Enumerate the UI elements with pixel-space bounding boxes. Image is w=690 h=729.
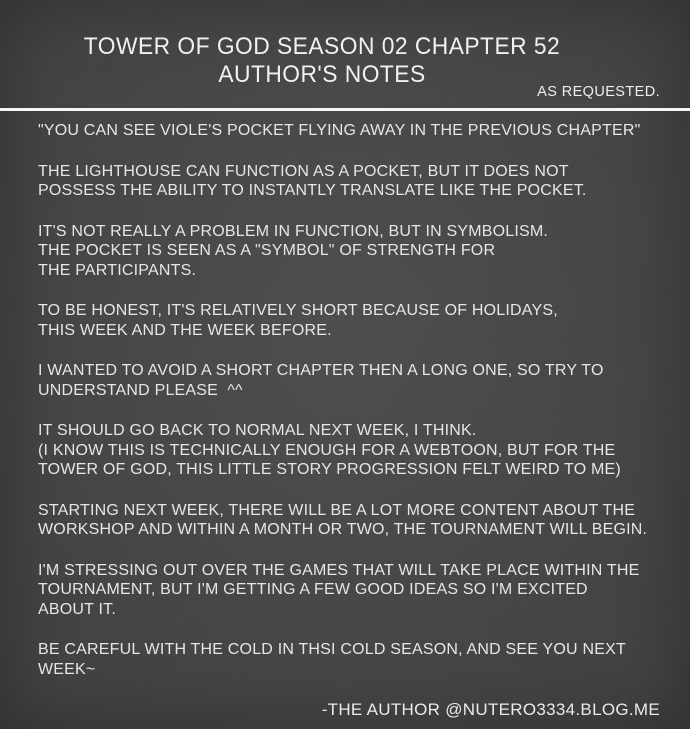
note-line: UNDERSTAND PLEASE ^^ — [38, 381, 243, 399]
note-paragraph — [38, 640, 662, 679]
page-title-line2: AUTHOR'S NOTES — [218, 61, 426, 88]
notes-body — [0, 111, 690, 679]
note-line: POSSESS THE ABILITY TO INSTANTLY TRANSLATE LIKE THE POCKET. — [38, 182, 587, 199]
note-line: THE LIGHTHOUSE CAN FUNCTION AS A POCKET, BUT IT DOES NOT — [38, 162, 569, 180]
note-line: (I KNOW THIS IS TECHNICALLY ENOUGH FOR A WEBTOON, BUT FOR THE — [38, 441, 616, 459]
note-line: I WANTED TO AVOID A SHORT CHAPTER THEN A LONG ONE, SO TRY TO — [38, 362, 604, 379]
note-line: IT'S NOT REALLY A PROBLEM IN FUNCTION, BUT IN SYMBOLISM. — [38, 222, 549, 240]
note-line: THE POCKET IS SEEN AS A "SYMBOL" OF STRENGTH FOR — [38, 242, 496, 259]
note-paragraph — [38, 361, 662, 400]
note-line: WORKSHOP AND WITHIN A MONTH OR TWO, THE TOURNAMENT WILL BEGIN. — [38, 521, 648, 538]
note-line: THE PARTICIPANTS. — [38, 261, 197, 279]
note-paragraph — [38, 301, 662, 340]
page-header — [0, 0, 690, 108]
note-line: WEEK~ — [38, 660, 96, 678]
author-signature: -THE AUTHOR @NUTERO3334.BLOG.ME — [321, 700, 660, 719]
note-line: TOWER OF GOD, THIS LITTLE STORY PROGRESSION FELT WEIRD TO ME) — [38, 461, 621, 478]
note-paragraph — [38, 501, 662, 540]
page-title — [16, 33, 628, 89]
note-paragraph — [38, 121, 662, 141]
as-requested-note: AS REQUESTED. — [537, 84, 660, 100]
note-line: STARTING NEXT WEEK, THERE WILL BE A LOT MORE CONTENT ABOUT THE — [38, 501, 636, 519]
note-paragraph — [38, 561, 662, 620]
note-line: TO BE HONEST, IT'S RELATIVELY SHORT BECAUSE OF HOLIDAYS, — [38, 302, 558, 319]
note-line: TOURNAMENT, BUT I'M GETTING A FEW GOOD IDEAS SO I'M EXCITED — [38, 581, 588, 598]
note-line: "YOU CAN SEE VIOLE'S POCKET FLYING AWAY IN THE PREVIOUS CHAPTER" — [38, 122, 641, 139]
note-paragraph — [38, 222, 662, 281]
note-paragraph — [38, 162, 662, 201]
note-line: BE CAREFUL WITH THE COLD IN THSI COLD SEASON, AND SEE YOU NEXT — [38, 641, 626, 658]
note-line: THIS WEEK AND THE WEEK BEFORE. — [38, 321, 332, 339]
note-line: ABOUT IT. — [38, 600, 116, 618]
note-line: IT SHOULD GO BACK TO NORMAL NEXT WEEK, I THINK. — [38, 422, 477, 439]
note-line: I'M STRESSING OUT OVER THE GAMES THAT WILL TAKE PLACE WITHIN THE — [38, 561, 640, 579]
note-paragraph — [38, 421, 662, 480]
page-title-line1: TOWER OF GOD SEASON 02 CHAPTER 52 — [83, 33, 561, 60]
